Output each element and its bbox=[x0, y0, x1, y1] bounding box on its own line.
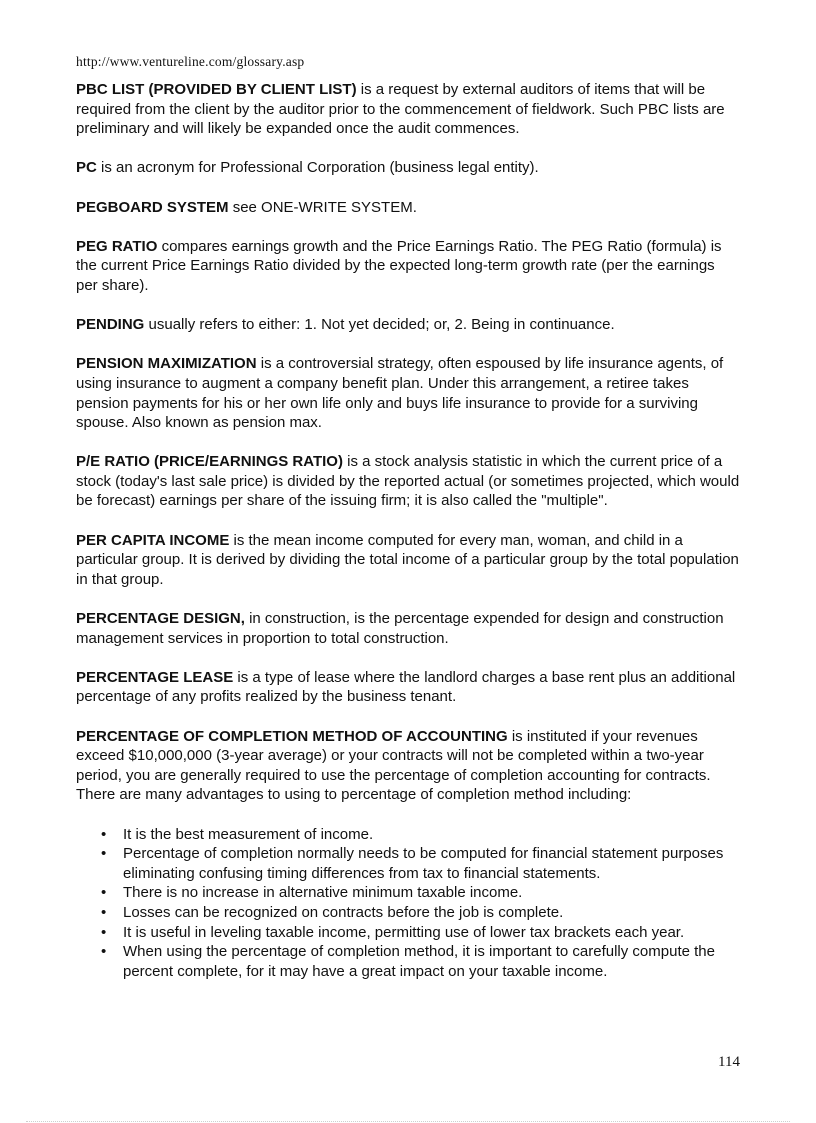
list-item bbox=[101, 883, 740, 903]
entry-term: PERCENTAGE OF COMPLETION METHOD OF ACCOUNTING bbox=[76, 727, 508, 745]
entry-definition: is the mean income computed for every man, woman, and child in a particular group. It is derived by dividing the total income of a particular group by the total population in that group. bbox=[76, 531, 739, 588]
advantages-list bbox=[76, 825, 740, 982]
glossary-entry-pending bbox=[76, 315, 740, 335]
glossary-entry-pbc-list bbox=[76, 80, 740, 139]
glossary-entry-percentage-of-completion bbox=[76, 727, 740, 805]
entry-term: PC bbox=[76, 159, 97, 177]
bullet-icon: • bbox=[101, 943, 107, 961]
entry-term: PEG RATIO bbox=[76, 237, 158, 255]
list-item-text: There is no increase in alternative minimum taxable income. bbox=[123, 884, 523, 902]
entry-term: PERCENTAGE DESIGN, bbox=[76, 610, 245, 628]
bullet-icon: • bbox=[101, 845, 107, 863]
glossary-entry-percentage-lease bbox=[76, 668, 740, 707]
entry-definition: usually refers to either: 1. Not yet decided; or, 2. Being in continuance. bbox=[144, 316, 615, 334]
entry-term: PENSION MAXIMIZATION bbox=[76, 355, 257, 373]
glossary-body bbox=[76, 80, 740, 981]
entry-definition: is a controversial strategy, often espoused by life insurance agents, of using insurance to augment a company benefit plan. Under this arrangement, a retiree takes pension payments for his or her own life only and buys life insurance to provide for a surviving spouse. Also known as pension max. bbox=[76, 355, 724, 432]
entry-definition: is an acronym for Professional Corporation (business legal entity). bbox=[96, 159, 539, 177]
entry-definition: is a request by external auditors of items that will be required from the client by the auditor prior to the commencement of fieldwork. Such PBC lists are preliminary and will likely be expanded once the audit commences. bbox=[76, 81, 725, 138]
glossary-entry-peg-ratio bbox=[76, 237, 740, 296]
list-item-text: It is useful in leveling taxable income, permitting use of lower tax brackets each year. bbox=[123, 923, 685, 941]
page-bottom-divider bbox=[26, 1121, 790, 1122]
source-url: http://www.ventureline.com/glossary.asp bbox=[76, 54, 305, 69]
list-item bbox=[101, 942, 740, 981]
bullet-icon: • bbox=[101, 884, 107, 902]
glossary-entry-pegboard-system bbox=[76, 198, 740, 218]
list-item bbox=[101, 903, 740, 923]
glossary-entry-pension-maximization bbox=[76, 354, 740, 432]
entry-definition: is a stock analysis statistic in which the current price of a stock (today's last sale price) is divided by the reported actual (or sometimes projected, which would be forecast) earnings per share of the issuing firm; it is also called the "multiple". bbox=[76, 453, 740, 510]
bullet-icon: • bbox=[101, 923, 107, 941]
entry-term: PER CAPITA INCOME bbox=[76, 531, 230, 549]
glossary-entry-percentage-design bbox=[76, 609, 740, 648]
entry-term: PERCENTAGE LEASE bbox=[76, 668, 234, 686]
entry-term: PBC LIST (PROVIDED BY CLIENT LIST) bbox=[76, 81, 357, 98]
list-item bbox=[101, 844, 740, 883]
list-item-text: Percentage of completion normally needs to be computed for financial statement purposes eliminating confusing timing differences from tax to financial statements. bbox=[123, 845, 724, 882]
glossary-entry-pc bbox=[76, 158, 740, 178]
entry-definition: compares earnings growth and the Price Earnings Ratio. The PEG Ratio (formula) is the current Price Earnings Ratio divided by the expected long-term growth rate (per the earnings per share). bbox=[76, 237, 722, 294]
entry-definition: in construction, is the percentage expended for design and construction management services in proportion to total construction. bbox=[76, 610, 724, 647]
bullet-icon: • bbox=[101, 903, 107, 921]
glossary-entry-pe-ratio bbox=[76, 452, 740, 511]
entry-term: P/E RATIO (PRICE/EARNINGS RATIO) bbox=[76, 453, 343, 471]
list-item-text: Losses can be recognized on contracts before the job is complete. bbox=[123, 903, 564, 921]
entry-term: PEGBOARD SYSTEM bbox=[76, 198, 229, 216]
list-item-text: It is the best measurement of income. bbox=[123, 825, 374, 843]
list-item-text: When using the percentage of completion method, it is important to carefully compute the percent complete, for it may have a great impact on your taxable income. bbox=[123, 943, 715, 980]
entry-definition: is a type of lease where the landlord charges a base rent plus an additional percentage of any profits realized by the business tenant. bbox=[76, 668, 736, 706]
bullet-icon: • bbox=[101, 825, 107, 843]
glossary-entry-per-capita-income bbox=[76, 531, 740, 590]
entry-definition: is instituted if your revenues exceed $10,000,000 (3-year average) or your contracts will not be completed within a two-year period, you are generally required to use the percentage of completion accounting for contracts. There are many advantages to using to percentage of completion method including: bbox=[76, 727, 711, 804]
list-item bbox=[101, 825, 740, 845]
page-number: 114 bbox=[718, 1054, 740, 1070]
entry-definition: see ONE-WRITE SYSTEM. bbox=[228, 198, 417, 216]
entry-term: PENDING bbox=[76, 316, 145, 334]
list-item bbox=[101, 923, 740, 943]
